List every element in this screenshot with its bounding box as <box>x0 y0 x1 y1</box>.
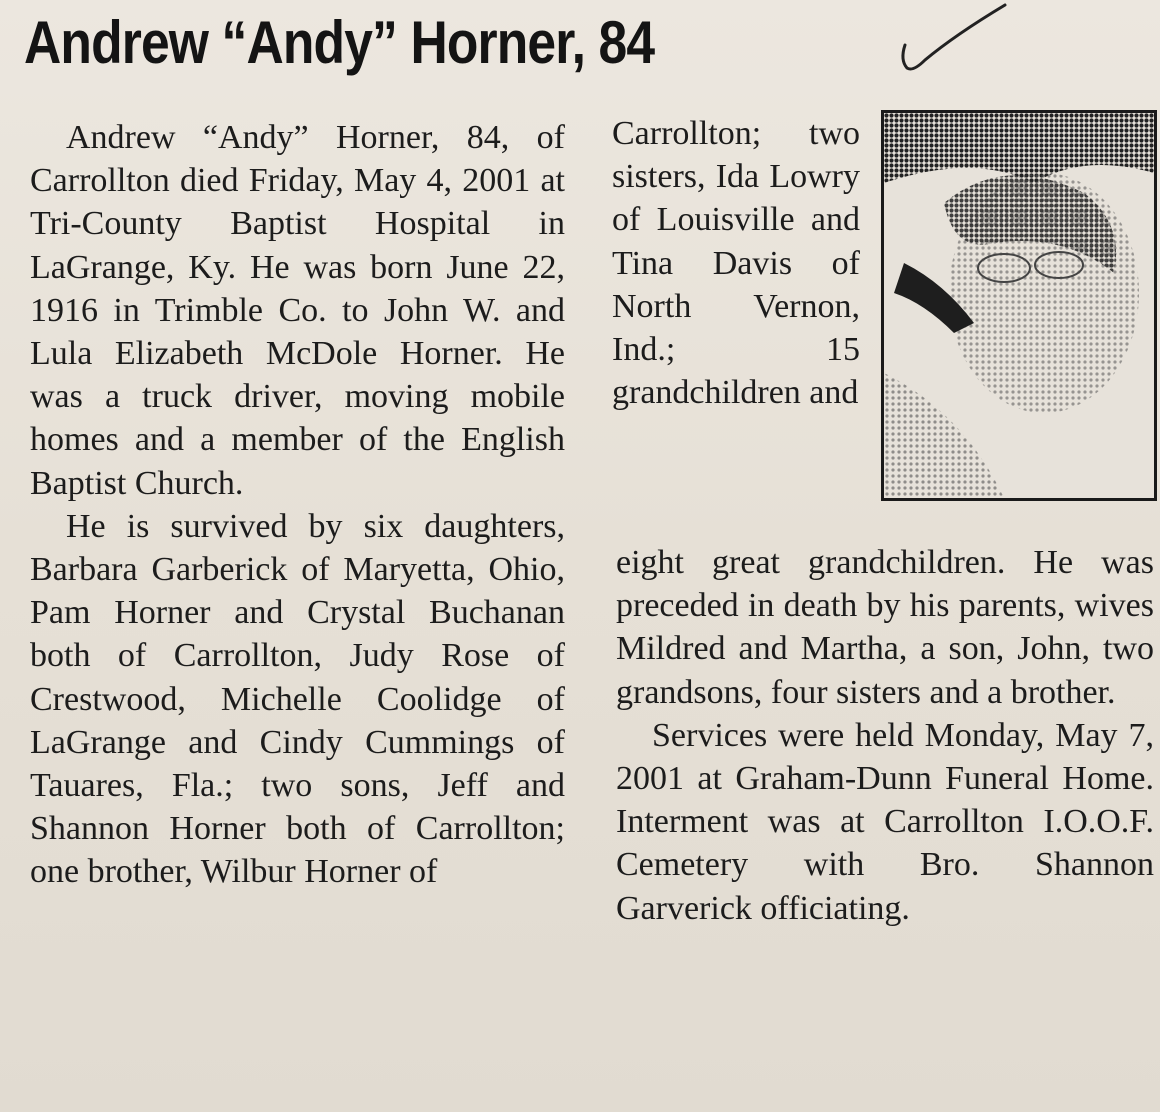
obituary-headline: Andrew “Andy” Horner, 84 <box>24 9 655 76</box>
right-column-narrow <box>612 112 860 414</box>
obituary-paragraph-services: Services were held Monday, May 7, 2001 at Graham-Dunn Funeral Home. Interment was at Carrollton I.O.O.F. Cemetery with Bro. Shannon Garverick officiating. <box>616 716 1154 927</box>
obituary-paragraph-intro: Andrew “Andy” Horner, 84, of Carrollton died Friday, May 4, 2001 at Tri-County Baptist Hospital in LaGrange, Ky. He was born June 22, 1916 in Trimble Co. to John W. and Lula Elizabeth McDole Horner. He was a truck driver, moving mobile homes and a member of the English Baptist Church. <box>30 119 565 502</box>
obituary-continued-wide-text: eight great grandchildren. He was preceded in death by his parents, wives Mildred and Martha, a son, John, two grandsons, four sisters and a brother. <box>616 544 1154 711</box>
obituary-paragraph-survivors: He is survived by six daughters, Barbara Garberick of Maryetta, Ohio, Pam Horner and Crystal Buchanan both of Carrollton, Judy Rose of Crestwood, Michelle Coolidge of LaGrange and Cindy Cummings of Tauares, Fla.; two sons, Jeff and Shannon Horner both of Carrollton; one brother, Wilbur Horner of <box>30 507 565 891</box>
handwritten-check-icon <box>895 0 1015 80</box>
right-column-wide <box>616 541 1154 930</box>
portrait-photo-icon <box>881 110 1157 501</box>
left-column <box>30 116 565 894</box>
obituary-continued-text: Carrollton; two sisters, Ida Lowry of Louisville and Tina Davis of North Vernon, Ind.; 15 grandchildren and <box>612 115 860 412</box>
